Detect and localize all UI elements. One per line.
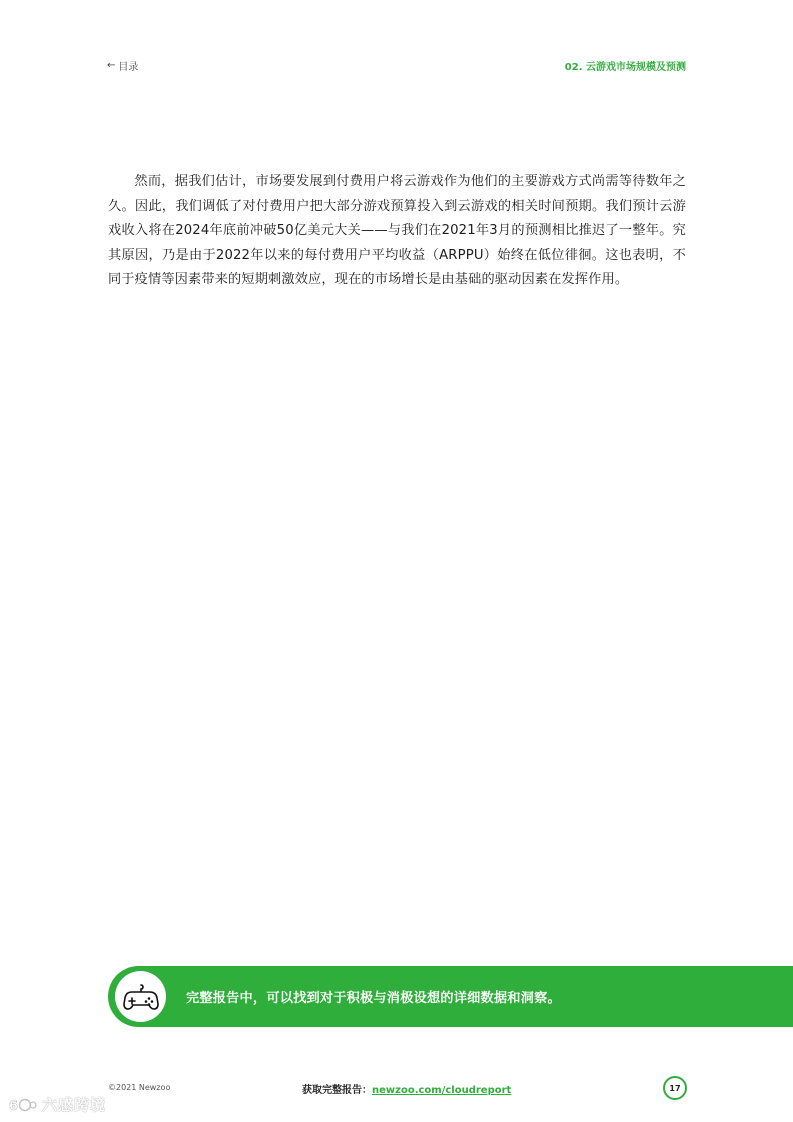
copyright: ©2021 Newzoo xyxy=(108,1083,171,1092)
toc-link[interactable] xyxy=(107,58,138,73)
report-link[interactable]: newzoo.com/cloudreport xyxy=(372,1085,512,1096)
cta-label: 获取完整报告： xyxy=(302,1085,372,1096)
toc-label: 目录 xyxy=(118,62,139,73)
gamepad-icon xyxy=(115,971,166,1022)
watermark-text: 六感跨境 xyxy=(42,1096,107,1114)
section-title: 02. 云游戏市场规模及预测 xyxy=(564,62,686,73)
report-cta xyxy=(302,1081,511,1096)
svg-text:6: 6 xyxy=(9,1098,19,1114)
watermark xyxy=(8,1094,106,1115)
report-banner xyxy=(108,966,793,1027)
banner-text: 完整报告中，可以找到对于积极与消极设想的详细数据和洞察。 xyxy=(186,991,561,1006)
page-number: 17 xyxy=(663,1076,687,1100)
body-paragraph: 然而，据我们估计，市场要发展到付费用户将云游戏作为他们的主要游戏方式尚需等待数年之久。因此，我们调低了对付费用户把大部分游戏预算投入到云游戏的相关时间预期。我们预计云游戏收入将在2024年底前冲破50亿美元大关——与我们在2021年3月的预测相比推迟了一整年。究其原因，乃是由于2022年以来的每付费用户平均收益（ARPPU）始终在低位徘徊。这也表明，不同于疫情等因素带来的短期刺激效应，现在的市场增长是由基础的驱动因素在发挥作用。 xyxy=(108,174,686,287)
watermark-logo-icon xyxy=(8,1096,38,1114)
back-arrow-icon: ← xyxy=(107,60,116,71)
